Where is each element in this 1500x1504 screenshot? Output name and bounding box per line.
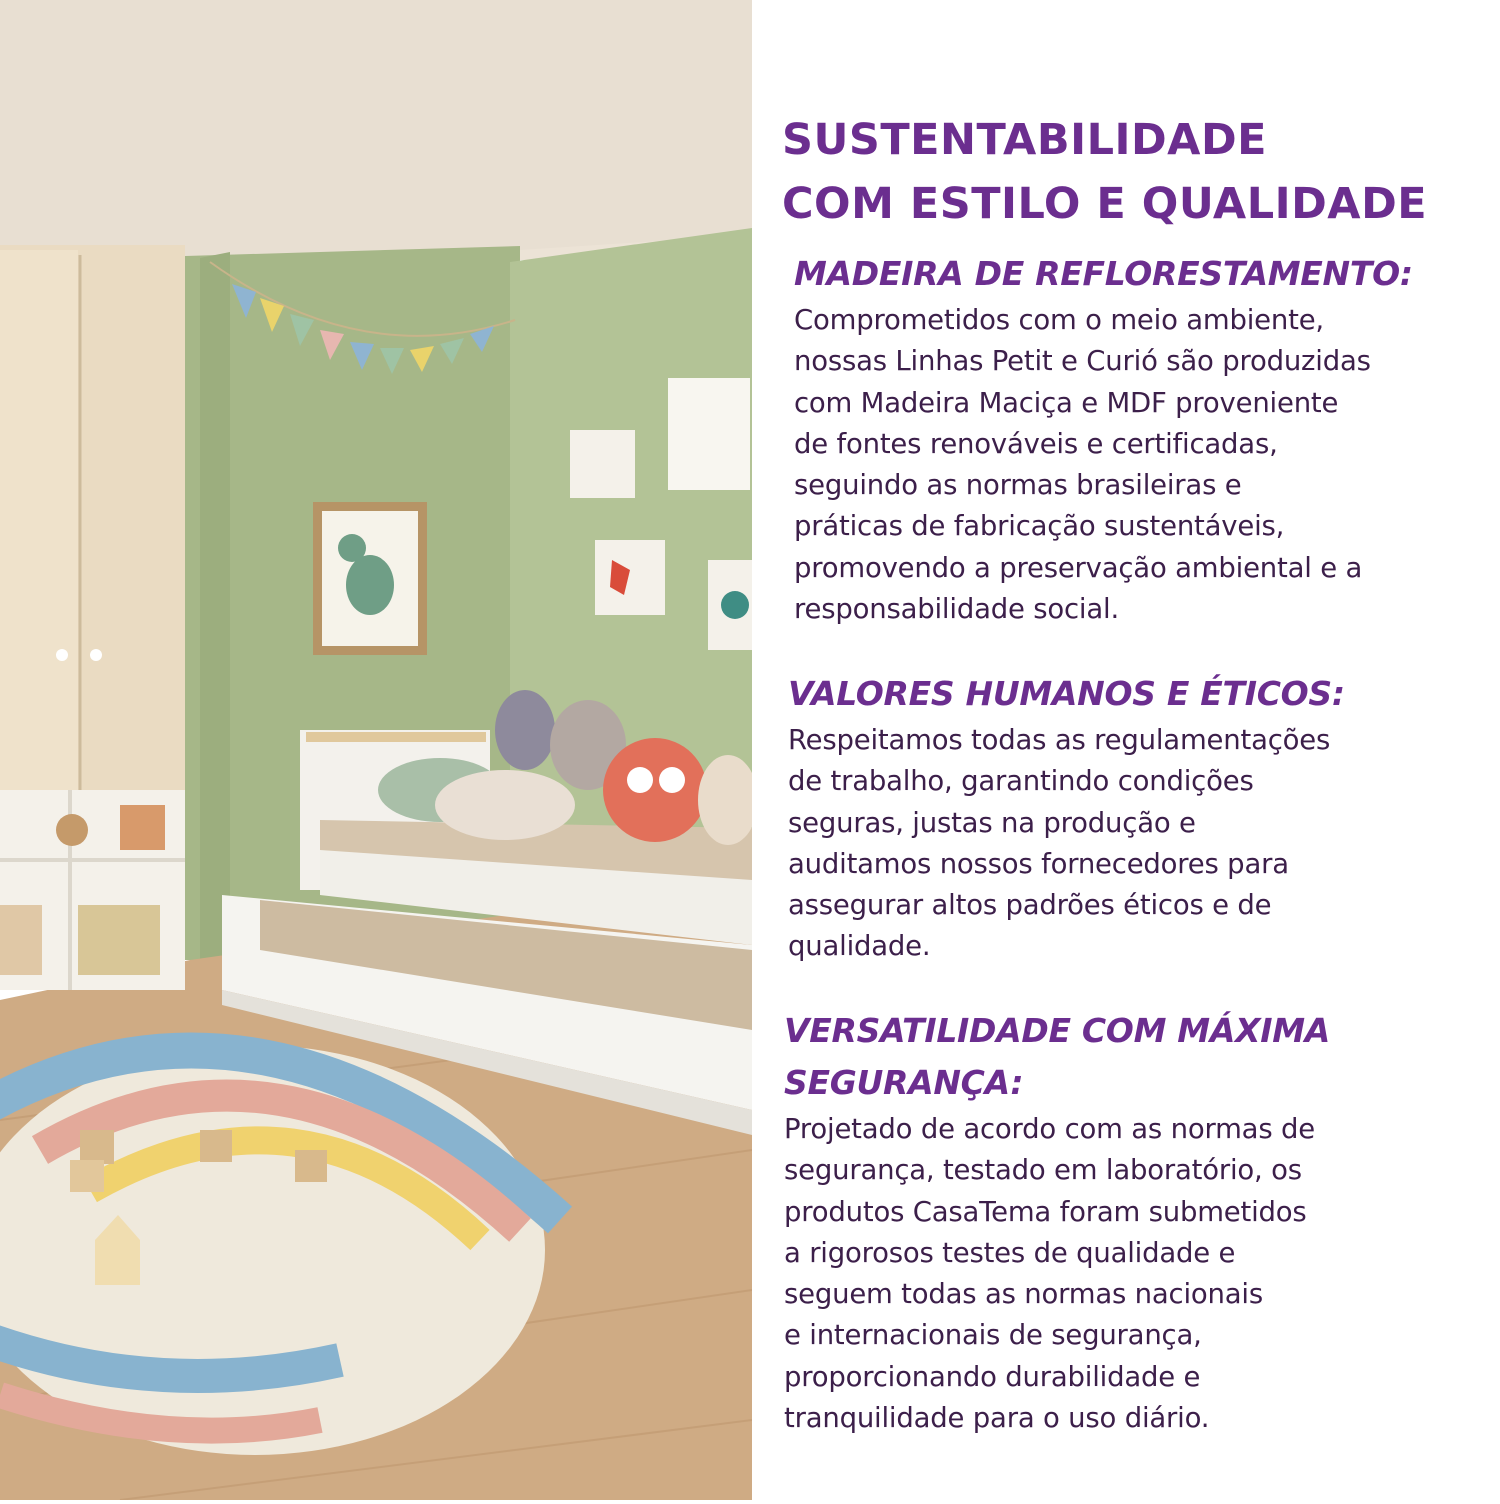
section-heading: VERSATILIDADE COM MÁXIMA SEGURANÇA: — [784, 1011, 1330, 1102]
section-body: Respeitamos todas as regulamentações de trabalho, garantindo condições seguras, justas na produção e auditamos nossos fornecedores para assegurar altos padrões éticos e de qualidade. — [788, 724, 1331, 963]
section-versatility — [784, 1005, 1500, 1439]
section-body: Comprometidos com o meio ambiente, nossas Linhas Petit e Curió são produzidas com Madeira Maciça e MDF proveniente de fontes renováveis e certificadas, seguindo as normas brasileiras e práticas de fabricação sustentáveis, promovendo a preservação ambiental e a responsabilidade social. — [794, 304, 1371, 626]
page-title: SUSTENTABILIDADE COM ESTILO E QUALIDADE — [782, 115, 1428, 229]
section-body: Projetado de acordo com as normas de segurança, testado em laboratório, os produtos CasaTema foram submetidos a rigorosos testes de qualidade e seguem todas as normas nacionais e internacionais de segurança, proporcionando durabilidade e tranquilidade para o uso diário. — [784, 1113, 1315, 1435]
section-human-values — [788, 668, 1500, 968]
section-reforestation — [794, 248, 1500, 630]
info-panel — [752, 0, 1500, 1500]
section-heading: VALORES HUMANOS E ÉTICOS: — [788, 674, 1345, 713]
dino-frame — [313, 502, 427, 655]
section-heading: MADEIRA DE REFLORESTAMENTO: — [794, 254, 1413, 293]
wardrobe — [0, 245, 185, 990]
